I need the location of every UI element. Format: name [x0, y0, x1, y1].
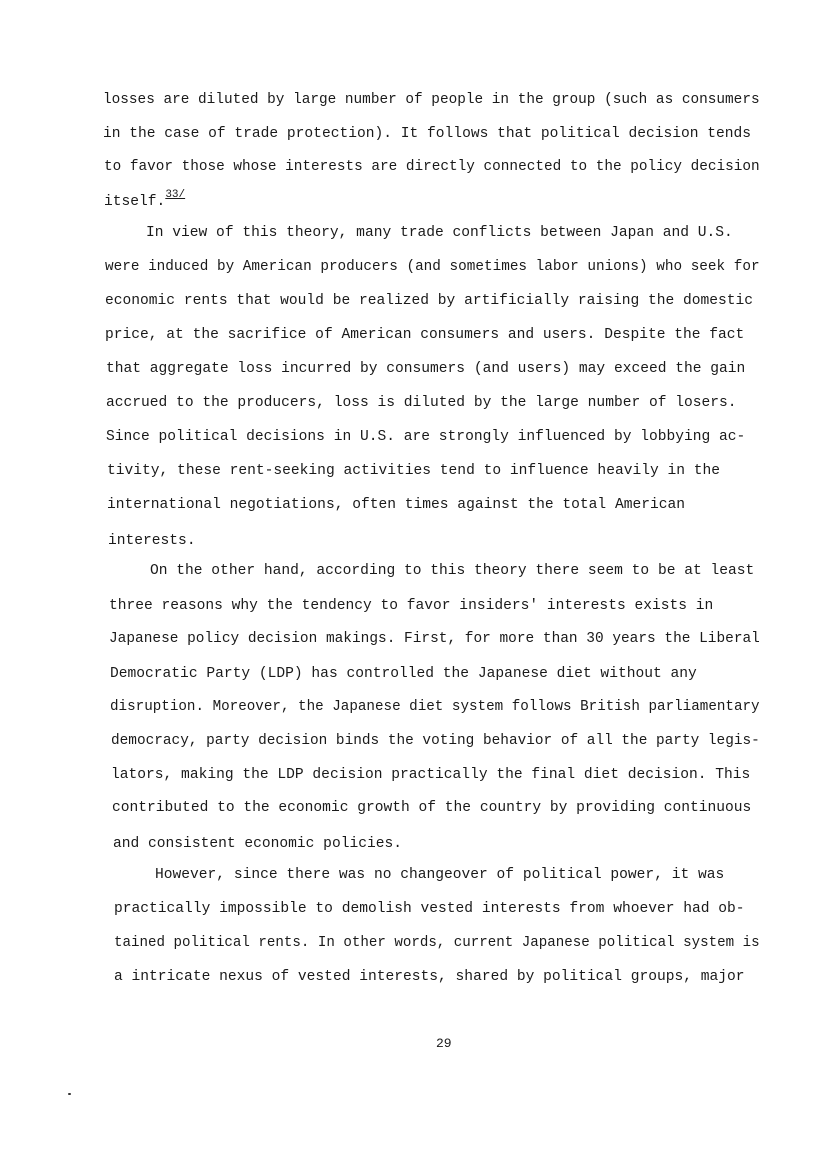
text-line: Since political decisions in U.S. are strongly influenced by lobbying ac- — [106, 429, 746, 445]
text-line: Democratic Party (LDP) has controlled the Japanese diet without any — [110, 666, 697, 682]
scan-speck — [68, 1093, 71, 1095]
text-line: tained political rents. In other words, current Japanese political system is — [114, 935, 760, 951]
text-line: Japanese policy decision makings. First, for more than 30 years the Liberal — [109, 631, 760, 647]
page-number: 29 — [436, 1036, 452, 1051]
text-fragment: itself. — [104, 194, 166, 210]
text-line: tivity, these rent-seeking activities tend to influence heavily in the — [107, 463, 721, 479]
text-line: three reasons why the tendency to favor insiders' interests exists in — [109, 598, 714, 614]
text-line: interests. — [108, 533, 196, 549]
text-line: In view of this theory, many trade conflicts between Japan and U.S. — [146, 225, 733, 241]
text-line: were induced by American producers (and sometimes labor unions) who seek for — [105, 259, 760, 275]
text-line: On the other hand, according to this theory there seem to be at least — [150, 563, 755, 579]
text-line: accrued to the producers, loss is diluted by the large number of losers. — [106, 395, 737, 411]
text-line: and consistent economic policies. — [113, 836, 403, 852]
text-line: to favor those whose interests are directly connected to the policy decision — [104, 159, 760, 175]
text-line: international negotiations, often times against the total American — [107, 497, 686, 513]
footnote-marker: 33/ — [165, 189, 186, 201]
text-line: However, since there was no changeover of political power, it was — [155, 867, 725, 883]
text-line — [104, 189, 186, 210]
text-line: practically impossible to demolish vested interests from whoever had ob- — [114, 901, 745, 917]
text-line: economic rents that would be realized by artificially raising the domestic — [105, 293, 754, 309]
text-line: losses are diluted by large number of people in the group (such as consumers — [103, 92, 760, 108]
text-line: democracy, party decision binds the voting behavior of all the party legis- — [111, 733, 760, 749]
text-line: a intricate nexus of vested interests, shared by political groups, major — [114, 969, 745, 985]
text-line: that aggregate loss incurred by consumers (and users) may exceed the gain — [106, 361, 746, 377]
text-line: lators, making the LDP decision practically the final diet decision. This — [111, 767, 751, 783]
text-line: in the case of trade protection). It follows that political decision tends — [103, 126, 752, 142]
text-line: contributed to the economic growth of the country by providing continuous — [112, 800, 752, 816]
text-line: disruption. Moreover, the Japanese diet system follows British parliamentary — [110, 699, 760, 715]
text-line: price, at the sacrifice of American consumers and users. Despite the fact — [105, 327, 745, 343]
